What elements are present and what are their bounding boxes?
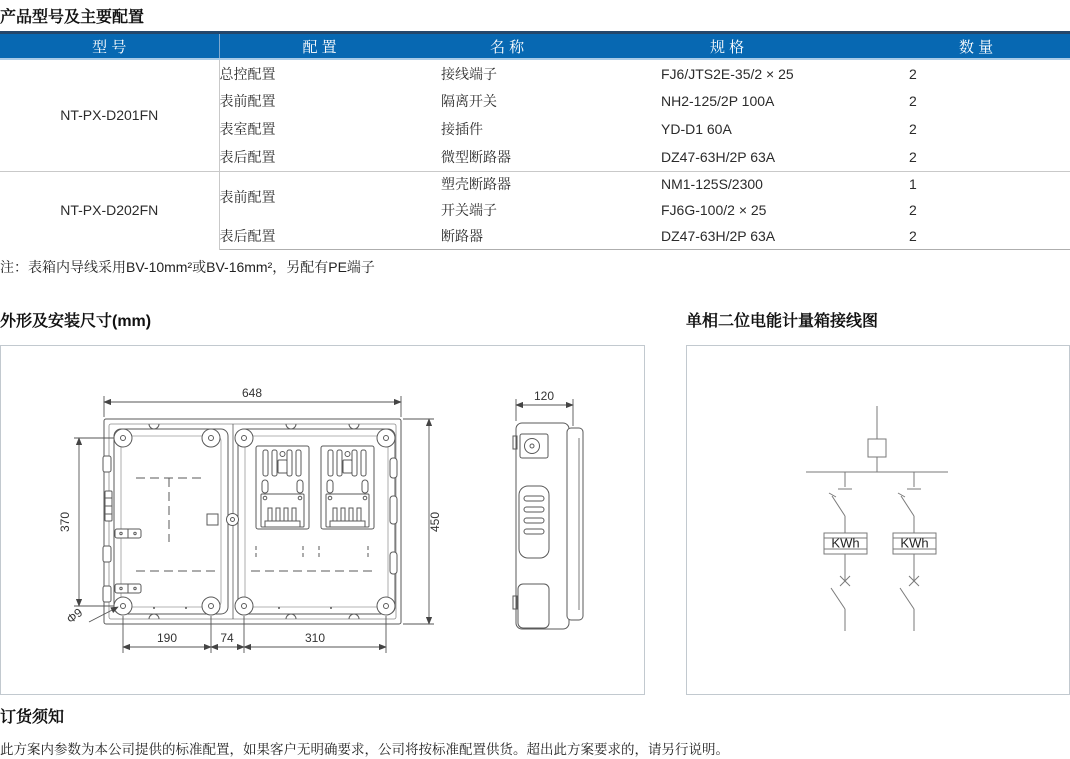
cell-config: 表后配置 — [219, 223, 441, 249]
cell-spec: YD-D1 60A — [661, 121, 732, 137]
right-door — [238, 429, 395, 614]
cell-qty: 2 — [909, 121, 917, 137]
ordering-title: 订货须知 — [0, 709, 65, 726]
cell-name: 微型断路器 — [441, 148, 511, 165]
cell-name: 断路器 — [441, 223, 661, 249]
table-row — [0, 59, 1070, 87]
ordering-note-text: 此方案内参数为本公司提供的标准配置，如果客户无明确要求，公司将按标准配置供货。超出此方案要求的，请另行说明。 — [0, 742, 729, 757]
dimension-drawing-panel — [0, 345, 645, 695]
incoming-terminal-box — [868, 439, 886, 457]
header-spec: 规 格 — [661, 33, 909, 60]
cell-model: NT-PX-D202FN — [0, 171, 219, 249]
cell-spec: FJ6/JTS2E-35/2 × 25 — [661, 65, 794, 82]
cell-name: 接插件 — [441, 121, 483, 137]
side-view-drawing — [513, 423, 583, 629]
header-config: 配 置 — [219, 33, 441, 60]
header-name: 名 称 — [441, 33, 661, 60]
cell-config: 表前配置 — [219, 93, 276, 109]
cell-qty: 1 — [909, 171, 1070, 197]
wiring-note: 注：表箱内导线采用BV-10mm²或BV-16mm²，另配有PE端子 — [0, 259, 375, 275]
dim-front-height: 450 — [428, 511, 442, 533]
cell-qty: 2 — [909, 202, 917, 218]
cell-qty: 2 — [909, 148, 917, 165]
cell-config: 表室配置 — [219, 121, 276, 137]
wiring-diagram-svg — [687, 346, 1067, 692]
wiring-diagram-panel — [686, 345, 1070, 695]
dimensions-title: 外形及安装尺寸(mm) — [0, 313, 152, 330]
vent-grille — [519, 486, 549, 558]
meter-plate-1 — [256, 446, 309, 529]
cell-qty: 2 — [909, 223, 1070, 249]
cell-model: NT-PX-D201FN — [0, 59, 219, 171]
header-qty: 数 量 — [909, 33, 1070, 60]
cell-name: 开关端子 — [441, 202, 497, 218]
dim-mount-height: 370 — [58, 511, 72, 533]
mounting-screws — [114, 429, 395, 615]
cell-spec: FJ6G-100/2 × 25 — [661, 202, 767, 218]
cell-qty: 2 — [909, 65, 917, 82]
table-row — [0, 171, 1070, 197]
cell-name: 塑壳断路器 — [441, 171, 661, 197]
dim-front-width: 648 — [241, 386, 263, 400]
cell-name: 接线端子 — [441, 65, 497, 82]
cell-config: 表前配置 — [219, 171, 441, 223]
kwh-label-2: KWh — [900, 535, 929, 551]
dim-bottom-2: 74 — [220, 631, 234, 645]
cell-name: 隔离开关 — [441, 93, 497, 109]
dim-bottom-3: 310 — [304, 631, 326, 645]
kwh-label-1: KWh — [831, 535, 860, 551]
cell-config: 表后配置 — [219, 148, 276, 165]
cell-spec: NM1-125S/2300 — [661, 171, 909, 197]
cell-spec: DZ47-63H/2P 63A — [661, 223, 909, 249]
cell-config: 总控配置 — [219, 65, 276, 82]
front-view-drawing — [103, 419, 401, 624]
dim-bottom-1: 190 — [156, 631, 178, 645]
config-table — [0, 31, 1070, 250]
cell-spec: NH2-125/2P 100A — [661, 93, 775, 109]
page-title: 产品型号及主要配置 — [0, 9, 145, 26]
meter-plate-2 — [321, 446, 374, 529]
dim-hole-dia: Φ9 — [63, 605, 86, 627]
wiring-branch-1 — [824, 472, 867, 631]
dimension-drawing-svg — [1, 346, 642, 692]
dim-side-depth: 120 — [533, 389, 555, 403]
wiring-branch-2 — [893, 472, 936, 631]
table-header-row — [0, 33, 1070, 60]
wiring-title: 单相二位电能计量箱接线图 — [686, 313, 879, 330]
side-bottom-panel — [518, 584, 549, 628]
cell-qty: 2 — [909, 93, 917, 109]
cell-spec: DZ47-63H/2P 63A — [661, 148, 776, 165]
header-model: 型 号 — [0, 33, 219, 60]
side-door-edge — [567, 428, 583, 620]
